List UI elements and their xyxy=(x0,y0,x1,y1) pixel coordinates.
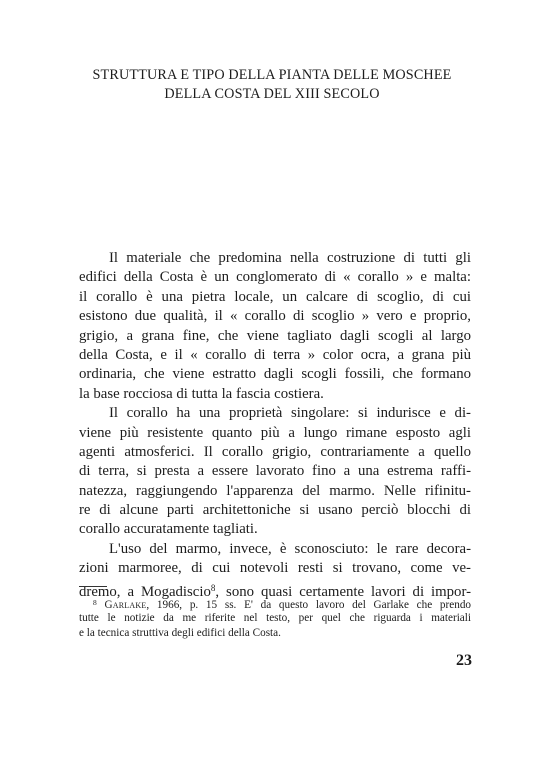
paragraph-1-line: edifici della Costa è un conglomerato di « corallo » e malta: xyxy=(79,269,471,286)
chapter-title-line-1: STRUTTURA E TIPO DELLA PIANTA DELLE MOSCHEE xyxy=(92,67,452,83)
page-number: 23 xyxy=(456,652,472,669)
paragraph-2-line: agenti atmosferici. Il corallo grigio, contrariamente a quello xyxy=(79,443,471,460)
footnote-author: Garlake xyxy=(104,599,147,611)
paragraph-1-line: Il materiale che predomina nella costruzione di tutti gli xyxy=(109,250,471,266)
paragraph-1-line: il corallo è una pietra locale, un calcare di scoglio, di cui xyxy=(79,288,471,305)
paragraph-2-line: viene più resistente quanto più a lungo rimane esposto agli xyxy=(79,424,471,441)
paragraph-3-line-part: , sono quasi certamente lavori di impor- xyxy=(215,583,471,600)
footnote-line: tutte le notizie da me riferite nel testo, per quel che riguarda i materiali xyxy=(79,611,471,624)
paragraph-3-line: zioni marmoree, di cui notevoli resti si trovano, come ve- xyxy=(79,560,471,577)
paragraph-1-line: la base rocciosa di tutta la fascia costiera. xyxy=(79,385,324,402)
chapter-title-line-2: DELLA COSTA DEL XIII SECOLO xyxy=(164,86,380,102)
paragraph-1-line: della Costa, e il « corallo di terra » color ocra, a grana più xyxy=(79,346,471,363)
paragraph-1-line: esistono due qualità, il « corallo di scoglio » vero e proprio, xyxy=(79,308,471,325)
paragraph-2-line: re di alcune parti architettoniche si usano perciò blocchi di xyxy=(79,502,471,519)
footnote-line xyxy=(79,595,471,611)
paragraph-3-line: L'uso del marmo, invece, è sconosciuto: le rare decora- xyxy=(109,540,471,557)
footnote-separator xyxy=(79,586,107,587)
paragraph-2-line: di terra, si presta a essere lavorato fino a una estrema raffi- xyxy=(79,463,471,480)
paragraph-2-line: corallo accuratamente tagliati. xyxy=(79,521,258,538)
footnote-reference[interactable]: 8 xyxy=(210,582,216,593)
chapter-title xyxy=(60,66,484,104)
paragraph-2-line: natezza, raggiungendo l'apparenza del marmo. Nelle rifinitu- xyxy=(79,482,471,499)
paragraph-2-line: Il corallo ha una proprietà singolare: si indurisce e di- xyxy=(109,405,471,422)
body-text xyxy=(79,249,471,598)
footnote-line: e la tecnica struttiva degli edifici della Costa. xyxy=(79,627,281,639)
paragraph-1-line: grigio, a grana fine, che viene tagliato dagli scogli al largo xyxy=(79,327,471,344)
footnote-marker: 8 xyxy=(93,598,97,607)
footnote xyxy=(79,595,471,642)
paragraph-1-line: ordinaria, che viene estratto dagli scogli fossili, che formano xyxy=(79,366,471,383)
paragraph-3-line-part: dremo, a Mogadiscio xyxy=(79,583,211,600)
footnote-line-1-rest: , 1966, p. 15 ss. E' da questo lavoro del Garlake che prendo xyxy=(146,599,472,611)
